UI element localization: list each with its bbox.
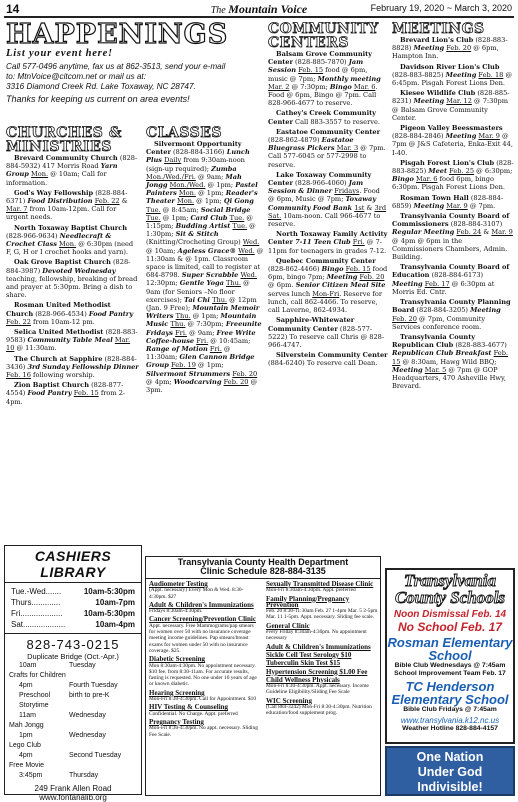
meeting-item: Transylvania County Board of Commissioners (828-884-3107) Regular Meeting Feb. 24 & Mar. 9 @ 4pm @ 6pm in the Commissioners Chambers, Admin. Building. [392,212,513,262]
schools-ad: Transylvania County Schools Noon Dismissal Feb. 14 No School Feb. 17 Rosman Elementary School Bible Club Wednesdays @ 7:45am School Improvement Team Feb. 17 TC Henderson Elementary School Bible Club Fridays @ 7:45am www.transylvania.k12.nc.us Weather Hotline 828-884-4157 [385,568,515,744]
meetings-column [392,22,514,392]
meeting-item: Transylvania County Board of Education (828-884-6173) Meeting Feb. 17 @ 6:30pm at Morris Ed. Cntr. [392,263,510,296]
churches-column [6,126,140,408]
library-program-row: 4pm Fourth Tuesday [19,682,118,689]
library-program-row: Free Movie [9,762,45,769]
meeting-item: Pigeon Valley Beessmasters (828-884-2846) Meeting Mar. 9 @ 7pm @ J&S Cafeteria, Enka-Exit 44, I-40. [392,124,513,157]
clinic-entry: Pregnancy Testing Mon-Fri 8:30-4:30pm. No appt. necessary. Sliding Fee Scale. [149,717,258,738]
meeting-item: Brevard Lion's Club (828-883-8828) Meeting Feb. 20 @ 6pm, Hampton Inn. [392,36,508,61]
library-hours-row: Tue.-Wed....... 10am-5:30pm [11,587,135,596]
school-1-name: Rosman Elementary School [387,635,513,663]
classes-heading: CLASSES [146,125,223,141]
cashiers-library-bridge: Duplicate Bridge (Oct.-Apr.) [27,652,119,661]
issue-date: February 19, 2020 ~ March 3, 2020 [370,3,512,13]
health-department-title: Transylvania County Health Department Clinic Schedule 828-884-3135 [146,557,380,579]
cashiers-library-hours [5,583,141,634]
community-center-item: Silverstein Community Center (884-6240) To reserve call Dean. [268,351,388,368]
clinic-entry: Sickle Cell Test Serology $10 [266,650,352,659]
meeting-item: Rosman Town Hall (828-884-6859) Meeting Mar. 9 @ 7pm. [392,193,504,210]
cashiers-library-phone: 828-743-0215 [26,637,120,652]
library-hours-row: Fri................... 10am-5:30pm [11,609,135,618]
community-center-item: North Toxaway Family Activity Center 7-11 Teen Club Fri. @ 7-11pm for teenagers in grades 7-12. [268,230,388,255]
church-item: The Church at Sapphire (828-884-3436) 3rd Sunday Fellowship Dinner Feb. 16 following worship. [6,354,139,380]
no-school: No School Feb. 17 [397,620,502,634]
clinic-entry: Tuberculin Skin Test $15 [266,659,341,668]
library-program-row: 1pm Wednesday [19,732,106,739]
library-program-row: 10am Tuesday [19,662,96,669]
schools-title: Transylvania County Schools [394,571,506,607]
community-heading: COMMUNITY CENTERS [268,21,379,51]
community-list [268,50,388,368]
happenings-contact: Call 577-0496 anytime, fax us at 862-3513, send your e-mail to: MtnVoice@citcom.net or mail us at: 3316 Diamond Creek Rd. Lake Toxaway, NC 28747. [6,62,226,92]
churches-heading: CHURCHES & MINISTRIES [6,125,122,155]
clinic-entry: Adult & Children's Immunizations Fridays 8:30am-4:30pm. [149,600,254,615]
happenings-title: HAPPENINGS [6,19,229,50]
library-program-row: 4pm Second Tuesday [19,752,122,759]
clinic-entry: General Clinic every Friday 8:30am-4:30pm. No appointment necessary [266,621,367,642]
classes-column [146,126,264,396]
church-item: Oak Grove Baptist Church (828-884-3987) Devoted Wednesday teaching, fellowship, breaking of bread and prayer at 5:30pm. Bring a dish to share. [6,258,138,300]
clinic-entry: Sexually Transmitted Disease Clinic Mon-Fri 8:30am-4:30pm. Appt. preferred [266,580,374,594]
meeting-item: Transylvania County Planning Board (828-884-3205) Meeting Feb. 20 @ 7pm, Community Services conference room. [392,298,511,331]
cashiers-library-ad [4,545,142,802]
church-item: God's Way Fellowship (828-884-6371) Food Distribution Feb. 22 & Mar. 7 from 10am-12pm. Call for urgent needs. [6,188,128,222]
community-center-item: Quebec Community Center (828-862-4466) Bingo Feb. 15 food 6pm, bingo 7pm; Meeting Feb. 20 @ 6pm. Senior Citizen Meal Site serves lunch Mon-Fri. Reserve for lunch, call 862-4466. To reserve, call Laverne, 862-4934. [268,256,388,315]
clinic-entry: WIC Screening (Call 884-3242) Mon-Fri 8:30-4:30pm. Nutrition education/food supplement prog. [266,696,372,717]
church-item: Zion Baptist Church (828-877-4554) Food Pantry Feb. 15 from 2-4pm. [6,381,126,406]
happenings-banner [6,19,264,105]
meetings-heading: MEETINGS [392,21,485,37]
cashiers-library-title: CASHIERS LIBRARY [5,546,141,583]
church-item: Brevard Community Church (828-884-5932) 417 Morris Road Yarn Group Mon. @ 10am; Call for information. [6,154,138,187]
cashiers-library-address: 249 Frank Allen Road [34,784,112,793]
churches-list [6,154,140,406]
cashiers-library-programs [5,661,141,781]
library-hours-row: Thurs............. 10am-7pm [11,598,135,607]
church-item: Rosman United Methodist Church (828-966-4534) Food Pantry Feb. 22 from 10am-12 pm. [6,301,134,326]
meetings-list [392,36,514,390]
church-item: North Toxaway Baptist Church (828-966-9634) Needlecraft & Crochet Class Mon. @ 6:30pm (need F, G, H or I crochet hooks and yarn). [6,223,134,257]
class-item: Silvermont Opportunity Center (828-884-3166) Lunch Plus Daily from 9:30am-noon (sign-up required); Zumba Mon./Wed./Fri. @ 9am; Mah Jongg Mon./Wed. @ 1pm; Pastel Painters Mon. @ 1pm; Reader's Theater Mon. @ 1pm; Qi Gong Tue. @ 8:45am; Social Bridge Tue. @ 1pm; Card Club Tue. @ 1:15pm; Budding Artist Tue. @ 1:30pm; Sit & Stitch (Knitting/Crocheting Group) Wed. @ 10am; Ageless Grace® Wed. @ 11:30am & @ 1pm. Classroom space is limited, call to register at 684-8798. Super Scrabble Wed. 12:30pm; Gentle Yoga Thu. @ 9am (for Seniors –No floor exercises); Tai Chi Thu. @ 12pm (Jan. 9 Free); Mountain Memoir Writers Thu. @ 1pm; Mountain Music Thu. @ 7:30pm; Freeunite Fridays Fri. @ 9am; Free Write Coffee-house Fri. @ 10:45am; Range of Motion Fri. @ 11:30am; Glen Cannon Bridge Group Feb. 19 @ 1pm; Silvermont Strummers Feb. 20 @ 4pm; Woodcarving Feb. 20 @ 3pm. [146,140,264,395]
community-center-item: Cathey's Creek Community Center Call 883-3557 to reserve. [268,109,380,126]
classes-list [146,140,264,394]
clinic-entry: Hearing Screening Mon-Fri 8:30-4:30pm. Call for Appointment. $10 [149,688,257,703]
masthead: The Mountain Voice [210,2,308,16]
cashiers-library-website: www.fontanalib.org [39,793,107,802]
library-program-row: Mah Jongg [9,722,44,729]
community-center-item: Sapphire-Whitewater Community Center (828-577-5222) To reserve call Chris @ 828-966-4747. [268,316,385,349]
library-hours-row: Sat................... 10am-4pm [11,620,135,629]
meeting-item: Kiesee Wildlife Club (828-885-8231) Meeting Mar. 12 @ 7:30pm @ Balsam Grove Community Center. [392,89,510,122]
library-program-row: Crafts for Children [9,672,66,679]
masthead-title: Mountain Voice [228,2,308,16]
happenings-subtitle: List your event here! [6,48,113,59]
clinic-entry: Adult & Children's Immunizations [266,642,371,651]
school-2-name: TC Henderson Elementary School [391,679,509,707]
noon-dismissal: Noon Dismissal Feb. 14 [393,609,507,620]
community-column [268,22,388,370]
library-program-row: Lego Club [9,742,41,749]
meeting-item: Pisgah Forest Lion's Club (828-883-8825) Meet Feb. 25 @ 6:30pm; Bingo Mar. 6 food 6pm, bingo 6:30pm. Pisgah Forest Lions Den. [392,158,514,192]
clinic-entry: Family Planning/Pregnancy Prevention Feb. 20 8:30-11:30am Feb. 27 1-4pm Mar. 5 2-5pm Mar. 11 1-5pm. Appt. necessary. Sliding fee scale. [266,594,378,621]
page-header [4,2,514,18]
community-center-item: Lake Toxaway Community Center (828-966-4060) Jam Session & Dinner Fridays. Food @ 6pm, Music @ 7pm; Toxaway Community Food Bank 1st & 3rd Sat. 10am-noon. Call 966-4677 to reserve. [268,170,387,229]
clinic-entry: Audiometer Testing (Appt. necessary) Every Mon & Wed. 8:30-4:30pm. $27 [149,580,244,600]
health-schedule-left [149,579,261,739]
page-number: 14 [6,2,20,16]
community-center-item: Balsam Grove Community Center (828-885-7870) Jam Session Feb. 15 food @ 6pm, music @ 7pm; Monthly meeting Mar. 2 @ 7:30pm; Bingo Mar. 6. Food @ 6pm, Bingo @ 7pm. Call 828-966-4677 to reserve. [268,50,381,108]
clinic-entry: Hypertension Screening $1.00 Fee [266,667,368,676]
meeting-item: Davidson River Lion's Club (828-883-8825) Meeting Feb. 18 @ 6:45pm. Pisgah Forest Lions Den. [392,62,513,88]
weather-hotline: Weather Hotline 828-884-4157 [402,725,498,732]
clinic-entry: Cancer Screening/Prevention Clinic Appt. necessary. Free Mammograms/pap smears for women over 50 with no insurance coverage meeting income guidelines. Pap smears/breast exams for women under 50 with no insurance coverage. $25. [149,615,256,654]
church-item: Selica United Methodist (828-883-9583) Community Table Meal Mar. 10 @ 11:30am. [6,328,138,353]
health-department-ad [145,556,381,796]
library-program-row: Preschool Storytime birth to pre-K [19,692,110,709]
schools-website: www.transylvania.k12.nc.us [400,716,500,725]
community-center-item: Eastatoe Community Center (828-862-4879) Eastatoe Bluegrass Pickers Mar. 3 @ 7pm. Call 577-6045 or 577-2998 to reserve. [268,127,386,169]
one-nation-ad: One Nation Under God Indivisible! [385,746,515,796]
library-program-row: 11am Wednesday [19,712,106,719]
happenings-thanks: Thanks for keeping us current on area events! [6,94,190,105]
health-schedule-right [266,579,378,718]
clinic-entry: Child Wellness Physicals Mon-Fri 8:30-4:30pm. Appt. necessary. Income Guideline Eligibility/Sliding Fee Scale [266,675,369,696]
library-program-row: 3:45pm Thursday [19,772,99,779]
meeting-item: Transylvania County Republican Club (828-883-4677) Republican Club Breakfast Feb. 15 @ 8:30am, Hawg Wild BBQ; Meeting Mar. 5 @ 7pm @ GOP Headquarters, 470 Asheville Hwy, Brevard. [392,332,509,391]
clinic-entry: Diabetic Screening Mon 8:30am-4:30pm. No appointment necessary. $10 fee. from 8:30-11am. For accurate results, fasting is requested. No one under 16 years of age or known diabetic. [149,655,257,688]
clinic-entry: HIV Testing & Counseling Confidential. No Charge. Appt. preferred [149,703,238,717]
